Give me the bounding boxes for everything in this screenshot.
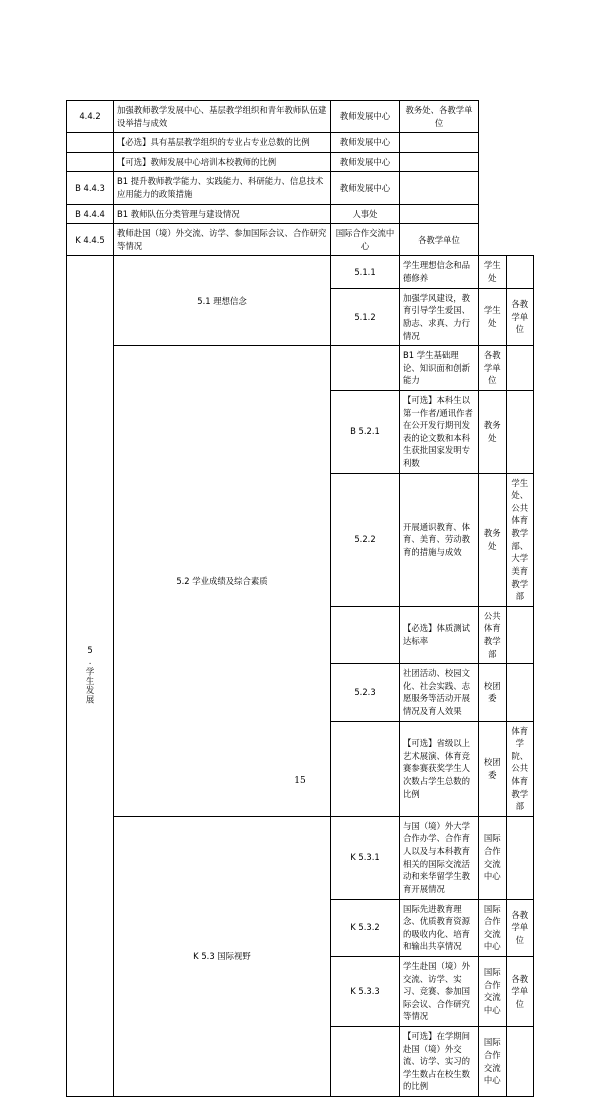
- cell-unit: 各教学单位: [506, 899, 534, 956]
- cell-dept: 校团委: [479, 664, 507, 721]
- cell-code: K 5.3.1: [331, 816, 400, 899]
- cell-code: 5.2.3: [331, 664, 400, 721]
- cell-subindicator: 5.1 理想信念: [114, 256, 331, 346]
- page-number: 15: [294, 776, 306, 786]
- dimension-label: 5.学生发展: [85, 644, 96, 705]
- cell-item: 【必选】体质测试达标率: [400, 606, 479, 663]
- cell-dept: 学生处: [479, 288, 507, 345]
- cell-item: 【可选】在学期间赴国（境）外交流、访学、实习的学生数占在校生数的比例: [400, 1027, 479, 1097]
- cell-unit: 体育学院、公共体育教学部: [506, 721, 534, 816]
- cell-unit: [506, 256, 534, 288]
- cell-code: B 5.2.1: [331, 390, 400, 473]
- cell-dept: 国际合作交流中心: [479, 1027, 507, 1097]
- cell-item: 社团活动、校园文化、社会实践、志愿服务等活动开展情况及育人效果: [400, 664, 479, 721]
- table-row: [67, 133, 534, 153]
- cell-item: 国际先进教育理念、优质教育资源的吸收内化、培育和输出共享情况: [400, 899, 479, 956]
- cell-code: [331, 606, 400, 663]
- cell-item: B1 提升教师教学能力、实践能力、科研能力、信息技术应用能力的政策措施: [114, 172, 331, 204]
- cell-code: [331, 1027, 400, 1097]
- cell-item: 与国（境）外大学合作办学、合作育人以及与本科教育相关的国际交流活动和来华留学生教育开展情况: [400, 816, 479, 899]
- cell-code: K 4.4.5: [67, 224, 114, 256]
- cell-code: [331, 346, 400, 391]
- cell-subindicator: K 5.3 国际视野: [114, 816, 331, 1096]
- table-body: [67, 101, 534, 1097]
- cell-unit: 教务处、各教学单位: [400, 101, 479, 133]
- cell-unit: 各教学单位: [506, 956, 534, 1026]
- cell-item: B1 学生基础理论、知识面和创新能力: [400, 346, 479, 391]
- table-row: [67, 224, 534, 256]
- cell-dept: 教师发展中心: [331, 133, 400, 153]
- cell-dept: 国际合作交流中心: [479, 956, 507, 1026]
- cell-item: 【可选】本科生以第一作者/通讯作者在公开发行期刊发表的论文数和本科生获批国家发明专利数: [400, 390, 479, 473]
- cell-dept: 人事处: [331, 204, 400, 224]
- cell-dept: 国际合作交流中心: [479, 816, 507, 899]
- cell-unit: [506, 816, 534, 899]
- cell-dept: 公共体育教学部: [479, 606, 507, 663]
- cell-unit: [400, 204, 479, 224]
- cell-dept: 国际合作交流中心: [331, 224, 400, 256]
- table-row: [67, 204, 534, 224]
- cell-dept: 教师发展中心: [331, 172, 400, 204]
- cell-item: 加强教师教学发展中心、基层教学组织和青年教师队伍建设举措与成效: [114, 101, 331, 133]
- table-row: [67, 816, 534, 899]
- cell-dept: 国际合作交流中心: [479, 899, 507, 956]
- cell-unit: 各教学单位: [506, 288, 534, 345]
- cell-item: 开展通识教育、体育、美育、劳动教育的措施与成效: [400, 473, 479, 606]
- cell-code: 5.1.1: [331, 256, 400, 288]
- cell-item: 【可选】教师发展中心培训本校教师的比例: [114, 152, 331, 172]
- cell-unit: [400, 133, 479, 153]
- cell-code: [331, 721, 400, 816]
- cell-unit: [400, 172, 479, 204]
- cell-code: K 5.3.3: [331, 956, 400, 1026]
- cell-unit: 学生处、公共体育教学部、大学美育教学部: [506, 473, 534, 606]
- cell-item: 学生理想信念和品德修养: [400, 256, 479, 288]
- cell-unit: [506, 1027, 534, 1097]
- cell-item: 加强学风建设，教育引导学生爱国、励志、求真、力行情况: [400, 288, 479, 345]
- cell-dept: 校团委: [479, 721, 507, 816]
- cell-code: 5.1.2: [331, 288, 400, 345]
- cell-item: 【必选】具有基层教学组织的专业占专业总数的比例: [114, 133, 331, 153]
- cell-code: B 4.4.4: [67, 204, 114, 224]
- cell-item: B1 教师队伍分类管理与建设情况: [114, 204, 331, 224]
- table-row: [67, 346, 534, 391]
- cell-dept: 教师发展中心: [331, 152, 400, 172]
- cell-unit: [506, 346, 534, 391]
- cell-code: K 5.3.2: [331, 899, 400, 956]
- cell-unit: [506, 664, 534, 721]
- cell-unit: [400, 152, 479, 172]
- cell-code: 5.2.2: [331, 473, 400, 606]
- table-row: [67, 101, 534, 133]
- cell-code: [67, 152, 114, 172]
- cell-code: [67, 133, 114, 153]
- cell-item: 教师赴国（境）外交流、访学、参加国际会议、合作研究等情况: [114, 224, 331, 256]
- cell-dept: 各教学单位: [479, 346, 507, 391]
- cell-unit: [506, 606, 534, 663]
- cell-dept: 学生处: [479, 256, 507, 288]
- cell-subindicator: 5.2 学业成绩及综合素质: [114, 346, 331, 817]
- cell-unit: 各教学单位: [400, 224, 479, 256]
- cell-dept: 教师发展中心: [331, 101, 400, 133]
- cell-code: B 4.4.3: [67, 172, 114, 204]
- cell-dimension: [67, 256, 114, 1097]
- cell-dept: 教务处: [479, 390, 507, 473]
- table-row: [67, 256, 534, 288]
- table-row: [67, 172, 534, 204]
- cell-item: 学生赴国（境）外交流、访学、实习、竞赛、参加国际会议、合作研究等情况: [400, 956, 479, 1026]
- table-row: [67, 152, 534, 172]
- cell-item: 【可选】省级以上艺术展演、体育竞赛参赛获奖学生人次数占学生总数的比例: [400, 721, 479, 816]
- indicator-table: [66, 100, 534, 1097]
- cell-code: 4.4.2: [67, 101, 114, 133]
- cell-unit: [506, 390, 534, 473]
- cell-dept: 教务处: [479, 473, 507, 606]
